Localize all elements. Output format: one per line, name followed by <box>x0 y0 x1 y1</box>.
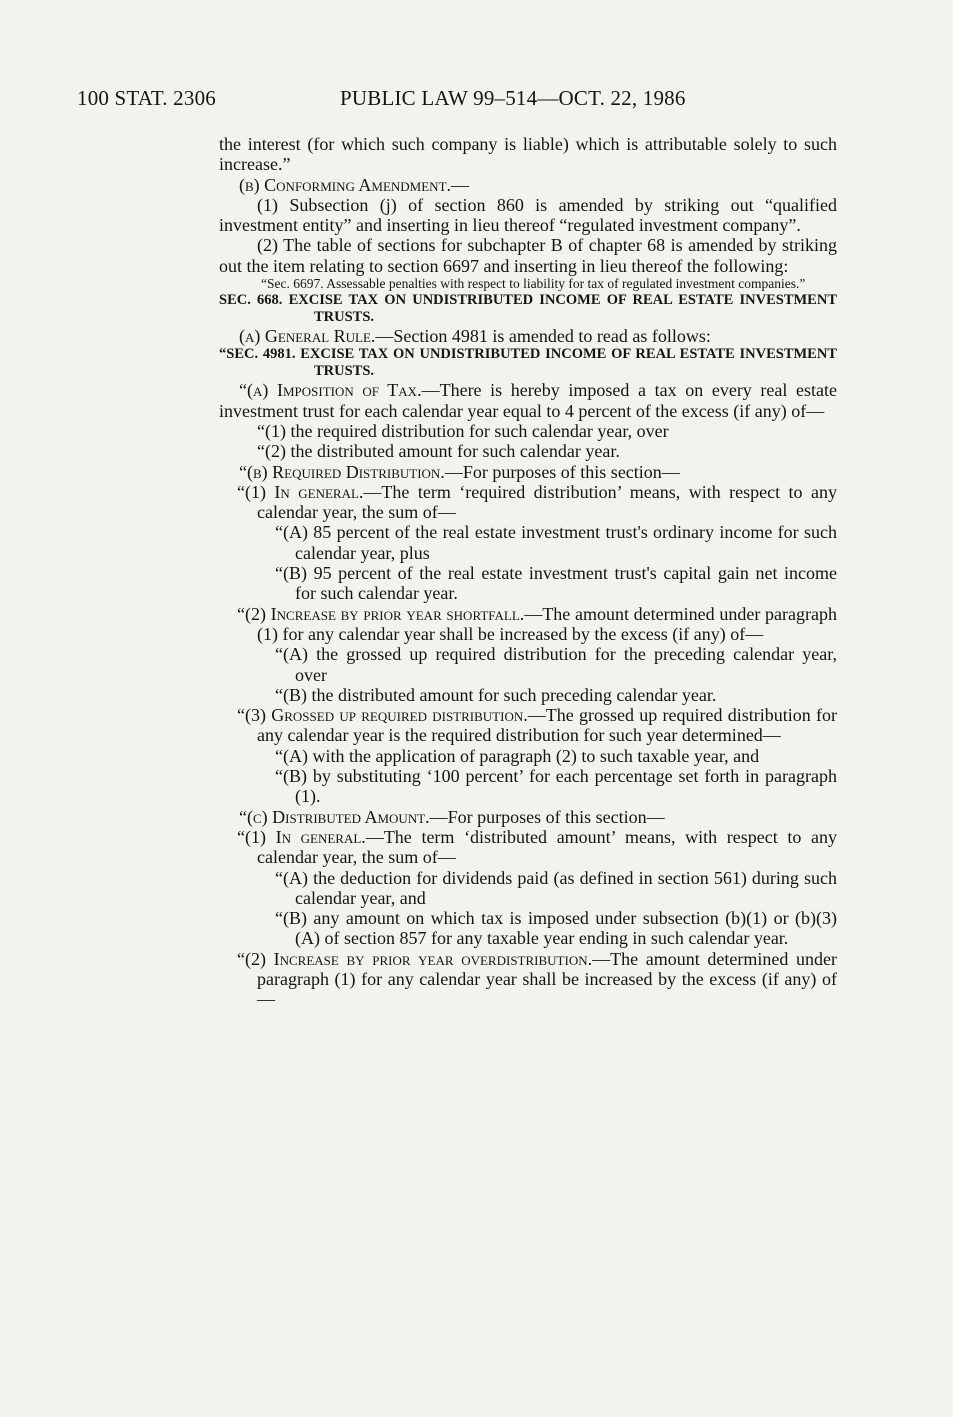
table-entry: “Sec. 6697. Assessable penalties with respect to liability for tax of regulated investment companies.” <box>261 276 806 292</box>
public-law-title: PUBLIC LAW 99–514—OCT. 22, 1986 <box>340 86 686 110</box>
paragraph <box>219 326 837 346</box>
paragraph-label: “(1) In general. <box>237 826 366 847</box>
subsection-label: (a) General Rule. <box>239 326 376 347</box>
paragraph-label: “(2) Increase by prior year shortfall. <box>237 603 525 624</box>
subsection-text: —For purposes of this section— <box>429 806 665 827</box>
paragraph <box>219 705 837 746</box>
paragraph <box>219 462 837 482</box>
document-body <box>219 134 837 1010</box>
section-heading: “SEC. 4981. EXCISE TAX ON UNDISTRIBUTED INCOME OF REAL ESTATE INVESTMENT TRUSTS. <box>219 346 837 380</box>
paragraph-label: “(2) Increase by prior year overdistribution. <box>237 948 593 969</box>
paragraph <box>219 949 837 1010</box>
subsection-heading: (b) Conforming Amendment.— <box>239 174 470 195</box>
subsection-label: “(c) Distributed Amount. <box>239 806 430 827</box>
paragraph: “(A) with the application of paragraph (2) to such taxable year, and <box>275 745 760 766</box>
paragraph: “(B) any amount on which tax is imposed under subsection (b)(1) or (b)(3)(A) of section 857 for any taxable year ending in such calendar year. <box>275 908 837 949</box>
paragraph: “(A) the deduction for dividends paid (as defined in section 561) during such calendar year, and <box>275 867 837 908</box>
paragraph-text: —The amount determined under paragraph (1) for any calendar year shall be increased by the excess (if any) of— <box>257 603 837 644</box>
paragraph <box>219 807 837 827</box>
subsection-text: —For purposes of this section— <box>444 461 680 482</box>
paragraph: “(B) the distributed amount for such preceding calendar year. <box>275 684 717 705</box>
paragraph-text: —The term ‘distributed amount’ means, with respect to any calendar year, the sum of— <box>257 826 837 868</box>
subsection-text: —Section 4981 is amended to read as follows: <box>375 326 711 347</box>
paragraph-text: —The grossed up required distribution for any calendar year is the required distribution for such year determined— <box>257 705 838 746</box>
paragraph: “(A) 85 percent of the real estate investment trust's ordinary income for such calendar year, plus <box>275 522 837 563</box>
paragraph <box>219 604 837 645</box>
paragraph: “(2) the distributed amount for such calendar year. <box>257 441 620 462</box>
paragraph: “(A) the grossed up required distribution for the preceding calendar year, over <box>275 644 837 685</box>
paragraph: the interest (for which such company is liable) which is attributable solely to such increase.” <box>219 134 837 175</box>
subsection-text: —There is hereby imposed a tax on every real estate investment trust for each calendar year equal to 4 percent of the excess (if any) of— <box>219 380 837 421</box>
paragraph-text: —The amount determined under paragraph (1) for any calendar year shall be increased by the excess (if any) of— <box>257 948 837 1010</box>
paragraph: (2) The table of sections for subchapter B of chapter 68 is amended by striking out the item relating to section 6697 and inserting in lieu thereof the following: <box>219 235 837 276</box>
paragraph <box>219 827 837 868</box>
paragraph: “(B) by substituting ‘100 percent’ for each percentage set forth in paragraph (1). <box>275 766 837 807</box>
paragraph-label: “(1) In general. <box>237 481 364 502</box>
paragraph: “(1) the required distribution for such calendar year, over <box>257 420 669 441</box>
paragraph: “(B) 95 percent of the real estate investment trust's capital gain net income for such calendar year. <box>275 563 837 604</box>
paragraph <box>219 482 837 523</box>
paragraph: (1) Subsection (j) of section 860 is amended by striking out “qualified investment entity” and inserting in lieu thereof “regulated investment company”. <box>219 194 837 236</box>
stat-page-number: 100 STAT. 2306 <box>77 86 216 110</box>
subsection-label: “(a) Imposition of Tax. <box>239 380 422 401</box>
subsection-label: “(b) Required Distribution. <box>239 461 445 482</box>
paragraph-label: “(3) Grossed up required distribution. <box>237 705 528 726</box>
section-heading: SEC. 668. EXCISE TAX ON UNDISTRIBUTED INCOME OF REAL ESTATE INVESTMENT TRUSTS. <box>219 292 837 326</box>
paragraph <box>219 380 837 421</box>
paragraph-text: —The term ‘required distribution’ means, with respect to any calendar year, the sum of— <box>257 481 837 523</box>
